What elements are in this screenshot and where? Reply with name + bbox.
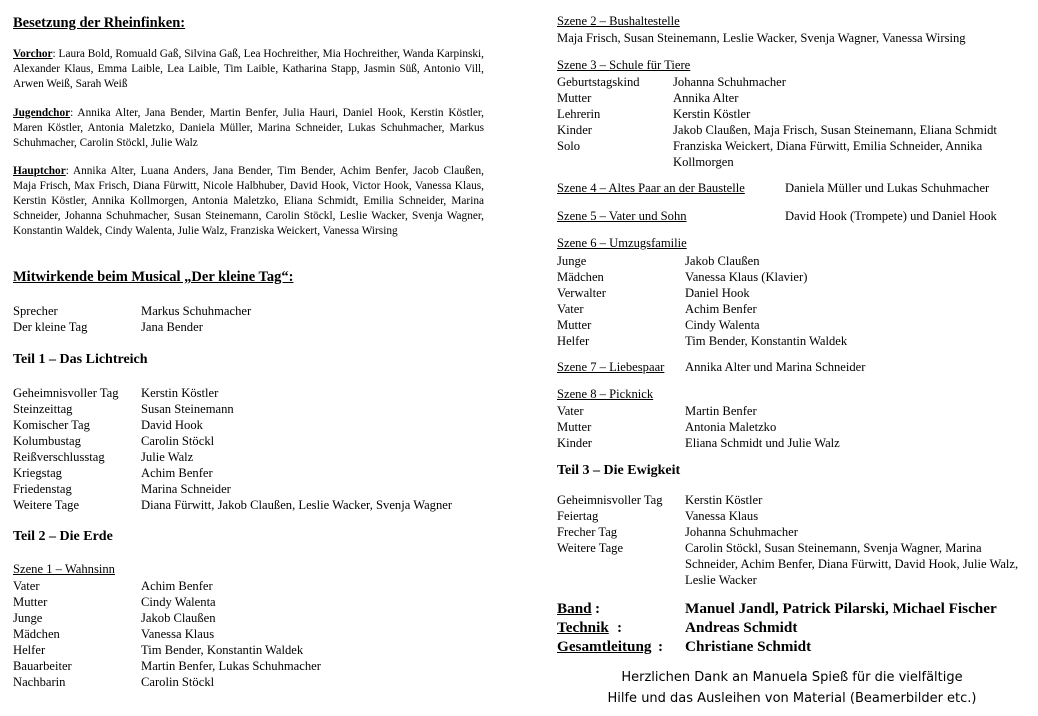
teil3-heading: Teil 3 – Die Ewigkeit bbox=[557, 463, 681, 478]
thanks-line: Hilfe und das Ausleihen von Material (Beamerbilder etc.) bbox=[607, 691, 977, 706]
cast-names: Carolin Stöckl, Susan Steinemann, Svenja Wagner, Marina Schneider, Achim Benfer, Diana Fürwitt, David Hook, Julie Walz, Leslie Wacker bbox=[685, 541, 1019, 587]
teil2-heading: Teil 2 – Die Erde bbox=[13, 529, 113, 544]
credit-names: Manuel Jandl, Patrick Pilarski, Michael Fischer bbox=[685, 600, 997, 617]
cast-names: David Hook bbox=[141, 418, 203, 432]
hauptchor-names: : Annika Alter, Luana Anders, Jana Bender, Tim Bender, Achim Benfer, Jacob Claußen, Maja Frisch, Max Frisch, Diana Fürwitt, Nicole Halbhuber, David Hook, Victor Hook, Vanessa Klaus, Kerstin Köstler, Annika Kollmorgen, Antonia Maletzko, Eliana Schmidt, Emilia Schneider, Marina Schneider, Johanna Schuhmacher, Susan Steinemann, Carolin Stöckl, Leslie Wacker, Svenja Wagner, Konstantin Waldek, Cindy Walenta, Julie Walz, Franziska Weickert, Vanessa Wirsing bbox=[13, 165, 484, 237]
cast-names: Jana Bender bbox=[141, 320, 203, 334]
cast-names: Achim Benfer bbox=[685, 302, 757, 316]
szene2-cast bbox=[557, 30, 966, 46]
role-name: Sprecher bbox=[13, 304, 58, 318]
role-name: Mutter bbox=[557, 420, 592, 434]
thanks-note bbox=[557, 667, 1027, 709]
cast-row bbox=[557, 333, 847, 349]
szene8-heading: Szene 8 – Picknick bbox=[557, 387, 654, 401]
cast-row bbox=[13, 385, 485, 401]
cast-names: Julie Walz bbox=[141, 450, 194, 464]
role-name: Helfer bbox=[13, 643, 46, 657]
cast-row bbox=[557, 492, 1027, 508]
role-name: Frecher Tag bbox=[557, 525, 618, 539]
role-name: Mädchen bbox=[13, 627, 60, 641]
cast-row bbox=[13, 303, 251, 319]
szene2-heading: Szene 2 – Bushaltestelle bbox=[557, 14, 680, 28]
vorchor-paragraph bbox=[13, 47, 484, 92]
vorchor-label: Vorchor bbox=[13, 48, 53, 60]
role-name: Kinder bbox=[557, 436, 592, 450]
hauptchor-paragraph bbox=[13, 164, 484, 239]
cast-names: Franziska Weickert, Diana Fürwitt, Emilia Schneider, Annika Kollmorgen bbox=[673, 139, 983, 169]
cast-row bbox=[557, 106, 1027, 122]
cast-names: Tim Bender, Konstantin Waldek bbox=[141, 643, 304, 657]
cast-names: Marina Schneider bbox=[141, 482, 231, 496]
cast-row bbox=[557, 30, 966, 46]
cast-names: Carolin Stöckl bbox=[141, 675, 215, 689]
thanks-line: Herzlichen Dank an Manuela Spieß für die vielfältige bbox=[621, 670, 963, 685]
cast-names: Maja Frisch, Susan Steinemann, Leslie Wacker, Svenja Wagner, Vanessa Wirsing bbox=[557, 31, 966, 45]
cast-row bbox=[13, 594, 321, 610]
cast-names: Kerstin Köstler bbox=[141, 386, 219, 400]
role-name: Der kleine Tag bbox=[13, 320, 88, 334]
cast-names: Vanessa Klaus bbox=[685, 509, 759, 523]
role-name: Mädchen bbox=[557, 270, 604, 284]
role-name: Mutter bbox=[557, 91, 592, 105]
cast-row bbox=[557, 540, 1027, 588]
role-name: Komischer Tag bbox=[13, 418, 90, 432]
cast-row bbox=[557, 122, 1027, 138]
cast-names: Annika Alter und Marina Schneider bbox=[685, 360, 866, 374]
cast-names: Martin Benfer bbox=[685, 404, 757, 418]
credit-role-label: Band bbox=[557, 600, 592, 617]
cast-names: Annika Alter bbox=[673, 91, 739, 105]
credit-row: Gesamtleitung : Christiane Schmidt bbox=[557, 637, 1027, 656]
szene6-cast-list bbox=[557, 253, 847, 349]
credit-names: Christiane Schmidt bbox=[685, 638, 812, 655]
cast-row bbox=[557, 301, 847, 317]
teil1-heading: Teil 1 – Das Lichtreich bbox=[13, 352, 148, 367]
role-name: Verwalter bbox=[557, 286, 606, 300]
credits-block bbox=[557, 599, 1027, 656]
szene5-line bbox=[557, 209, 997, 224]
cast-row bbox=[13, 497, 485, 513]
vorchor-names: : Laura Bold, Romuald Gaß, Silvina Gaß, Lea Hochreither, Mia Hochreither, Wanda Karpinski, Alexander Klaus, Emma Laible, Lea Laible, Tim Laible, Katharina Stapp, Jasmin Süß, Antonio Vill, Arwen Weiß, Sarah Weiß bbox=[13, 48, 484, 90]
role-name: Feiertag bbox=[557, 509, 599, 523]
szene8-cast-list bbox=[557, 403, 840, 451]
cast-row bbox=[13, 658, 321, 674]
credit-names: Andreas Schmidt bbox=[685, 619, 798, 636]
jugendchor-paragraph bbox=[13, 106, 484, 151]
role-name: Vater bbox=[13, 579, 40, 593]
cast-row bbox=[557, 403, 840, 419]
cast-row bbox=[557, 419, 840, 435]
role-name: Bauarbeiter bbox=[13, 659, 72, 673]
role-name: Junge bbox=[557, 254, 587, 268]
credit-role bbox=[557, 637, 685, 656]
role-name: Reißverschlusstag bbox=[13, 450, 105, 464]
szene1-cast-list bbox=[13, 578, 321, 690]
cast-names: Vanessa Klaus (Klavier) bbox=[685, 270, 808, 284]
role-name: Geburtstagskind bbox=[557, 75, 640, 89]
cast-row bbox=[557, 269, 847, 285]
intro-cast-list bbox=[13, 303, 251, 335]
cast-row bbox=[557, 253, 847, 269]
cast-row bbox=[13, 433, 485, 449]
role-name: Vater bbox=[557, 404, 584, 418]
szene4-line bbox=[557, 181, 989, 196]
cast-row bbox=[13, 626, 321, 642]
cast-row bbox=[557, 435, 840, 451]
cast-row bbox=[557, 508, 1027, 524]
cast-names: Achim Benfer bbox=[141, 466, 213, 480]
role-name: Weitere Tage bbox=[13, 498, 80, 512]
cast-row bbox=[13, 319, 251, 335]
cast-names: Achim Benfer bbox=[141, 579, 213, 593]
cast-row bbox=[13, 610, 321, 626]
credit-role bbox=[557, 599, 685, 618]
credit-row: Technik : Andreas Schmidt bbox=[557, 618, 1027, 637]
jugendchor-names: : Annika Alter, Jana Bender, Martin Benfer, Julia Hauri, Daniel Hook, Kerstin Köstler, Maren Köstler, Antonia Maletzko, Daniela Müller, Marina Schneider, Lukas Schuhmacher, Markus Schuhmacher, Carolin Stöckl, Julie Walz bbox=[13, 107, 484, 149]
cast-row bbox=[557, 317, 847, 333]
credit-row: Band : Manuel Jandl, Patrick Pilarski, Michael Fischer bbox=[557, 599, 1027, 618]
musical-title: Mitwirkende beim Musical „Der kleine Tag“: bbox=[13, 269, 294, 285]
role-name: Helfer bbox=[557, 334, 590, 348]
szene3-cast-list bbox=[557, 74, 1027, 170]
role-name: Nachbarin bbox=[13, 675, 66, 689]
role-name: Geheimnisvoller Tag bbox=[557, 493, 663, 507]
szene1-heading: Szene 1 – Wahnsinn bbox=[13, 562, 115, 576]
role-name: Kinder bbox=[557, 123, 592, 137]
teil1-cast-list bbox=[13, 385, 485, 513]
role-name: Kolumbustag bbox=[13, 434, 81, 448]
cast-names: Martin Benfer, Lukas Schuhmacher bbox=[141, 659, 321, 673]
cast-names: Antonia Maletzko bbox=[685, 420, 777, 434]
cast-names: Cindy Walenta bbox=[685, 318, 760, 332]
cast-names: Jakob Claußen bbox=[141, 611, 216, 625]
teil3-cast-list bbox=[557, 492, 1027, 588]
cast-row bbox=[13, 578, 321, 594]
role-name: Vater bbox=[557, 302, 584, 316]
cast-names: Cindy Walenta bbox=[141, 595, 216, 609]
role-name: Solo bbox=[557, 139, 581, 153]
role-name: Kriegstag bbox=[13, 466, 62, 480]
cast-names: Kerstin Köstler bbox=[685, 493, 763, 507]
cast-row bbox=[557, 524, 1027, 540]
jugendchor-label: Jugendchor bbox=[13, 107, 71, 119]
role-name: Friedenstag bbox=[13, 482, 72, 496]
cast-names: Daniela Müller und Lukas Schuhmacher bbox=[785, 181, 990, 195]
credit-role-label: Gesamtleitung bbox=[557, 638, 652, 655]
cast-row bbox=[557, 138, 1027, 170]
cast-names: Jakob Claußen, Maja Frisch, Susan Steinemann, Eliana Schmidt bbox=[673, 123, 997, 137]
credit-role-label: Technik bbox=[557, 619, 609, 636]
cast-names: Johanna Schuhmacher bbox=[685, 525, 798, 539]
cast-row bbox=[557, 74, 1027, 90]
role-name: Weitere Tage bbox=[557, 541, 624, 555]
role-name: Junge bbox=[13, 611, 43, 625]
role-name: Steinzeittag bbox=[13, 402, 73, 416]
cast-names: Johanna Schuhmacher bbox=[673, 75, 786, 89]
role-name: Geheimnisvoller Tag bbox=[13, 386, 119, 400]
rheinfinken-title: Besetzung der Rheinfinken: bbox=[13, 15, 186, 31]
szene6-heading: Szene 6 – Umzugsfamilie bbox=[557, 236, 687, 250]
cast-row bbox=[557, 90, 1027, 106]
cast-names: Eliana Schmidt und Julie Walz bbox=[685, 436, 840, 450]
cast-names: Daniel Hook bbox=[685, 286, 750, 300]
cast-row bbox=[557, 285, 847, 301]
cast-row bbox=[13, 674, 321, 690]
szene7-line bbox=[557, 360, 865, 375]
cast-names: Markus Schuhmacher bbox=[141, 304, 252, 318]
szene5-heading: Szene 5 – Vater und Sohn bbox=[557, 209, 687, 223]
cast-row bbox=[13, 417, 485, 433]
cast-names: Jakob Claußen bbox=[685, 254, 760, 268]
cast-names: Vanessa Klaus bbox=[141, 627, 215, 641]
cast-names: Tim Bender, Konstantin Waldek bbox=[685, 334, 848, 348]
cast-names: Kerstin Köstler bbox=[673, 107, 751, 121]
role-name: Mutter bbox=[13, 595, 48, 609]
cast-row bbox=[13, 449, 485, 465]
cast-row bbox=[13, 481, 485, 497]
cast-names: Diana Fürwitt, Jakob Claußen, Leslie Wacker, Svenja Wagner bbox=[141, 498, 453, 512]
szene3-heading: Szene 3 – Schule für Tiere bbox=[557, 58, 691, 72]
cast-names: Susan Steinemann bbox=[141, 402, 234, 416]
cast-row bbox=[13, 465, 485, 481]
cast-names: Carolin Stöckl bbox=[141, 434, 215, 448]
role-name: Mutter bbox=[557, 318, 592, 332]
role-name: Lehrerin bbox=[557, 107, 601, 121]
szene7-heading: Szene 7 – Liebespaar bbox=[557, 360, 665, 374]
cast-names: David Hook (Trompete) und Daniel Hook bbox=[785, 209, 997, 223]
szene4-heading: Szene 4 – Altes Paar an der Baustelle bbox=[557, 181, 745, 195]
hauptchor-label: Hauptchor bbox=[13, 165, 66, 177]
cast-row bbox=[13, 642, 321, 658]
cast-row bbox=[13, 401, 485, 417]
